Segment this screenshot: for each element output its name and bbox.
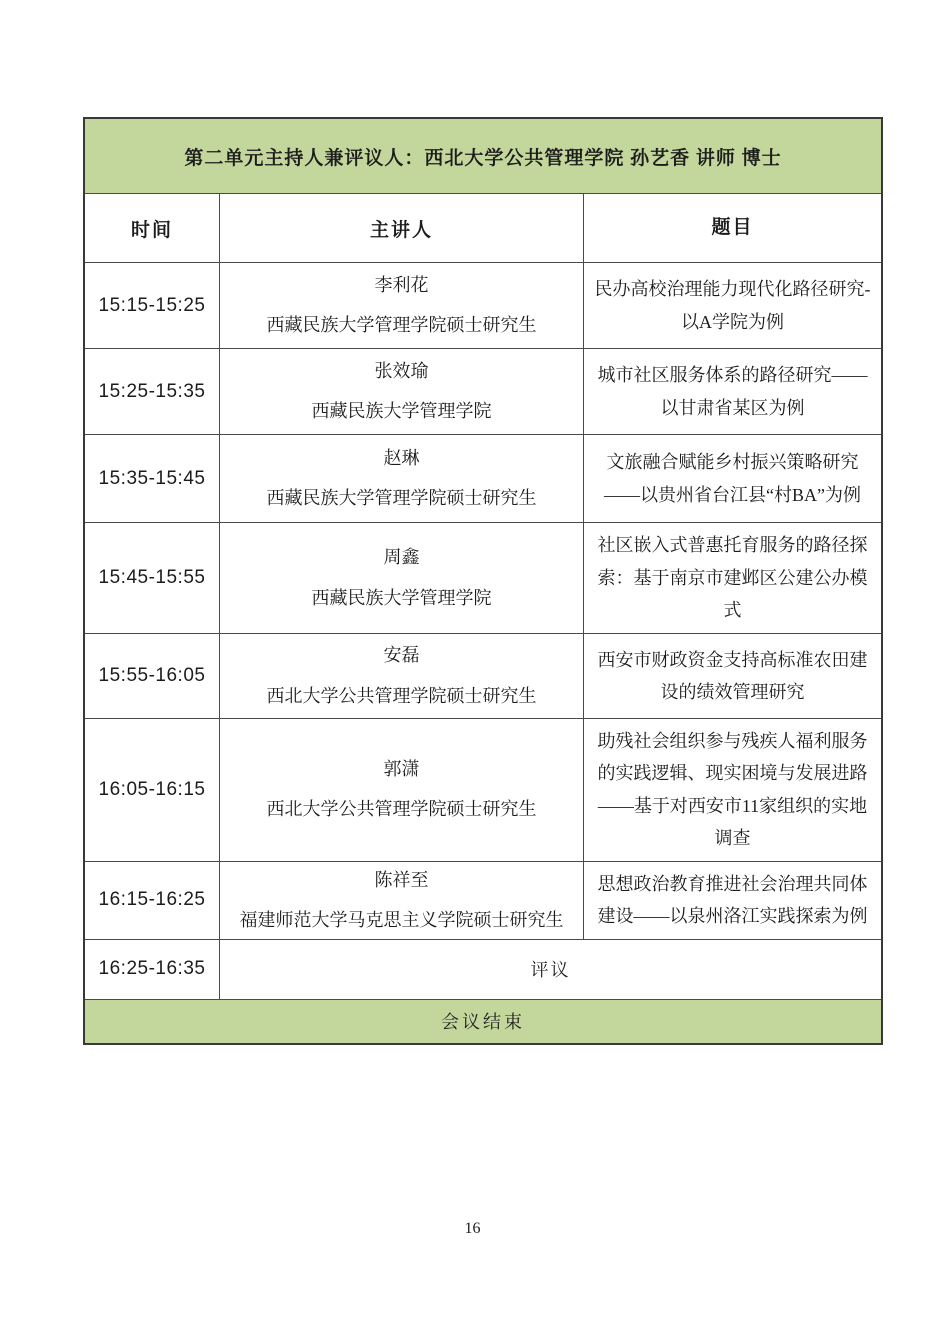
table-row-6 [85, 718, 881, 861]
closing-row [85, 999, 881, 1043]
speaker-affiliation: 西藏民族大学管理学院 [311, 587, 492, 608]
review-row [85, 939, 881, 999]
table-row-7 [85, 861, 881, 939]
table-row-5 [85, 633, 881, 718]
table-row-4 [85, 522, 881, 633]
column-header-time: 时间 [130, 219, 173, 241]
speaker-affiliation: 西北大学公共管理学院硕士研究生 [266, 685, 537, 706]
speaker-name: 周鑫 [383, 547, 420, 568]
table-row-3 [85, 434, 881, 522]
unit-header-row [85, 119, 881, 193]
speaker-cell [219, 719, 583, 861]
time-cell: 16:05-16:15 [98, 778, 206, 800]
column-header-row [85, 193, 881, 262]
unit-header-text: 第二单元主持人兼评议人：西北大学公共管理学院 孙艺香 讲师 博士 [184, 147, 782, 169]
speaker-name: 郭潇 [383, 759, 420, 780]
topic-cell: 西安市财政资金支持高标准农田建设的绩效管理研究 [583, 634, 881, 718]
speaker-name: 李利花 [374, 274, 429, 295]
speaker-affiliation: 西藏民族大学管理学院硕士研究生 [266, 315, 537, 335]
time-cell: 15:55-16:05 [98, 665, 206, 686]
speaker-name: 安磊 [383, 645, 420, 666]
topic-cell: 民办高校治理能力现代化路径研究-以A学院为例 [583, 263, 881, 348]
time-cell: 16:15-16:25 [98, 889, 206, 911]
topic-cell: 社区嵌入式普惠托育服务的路径探索：基于南京市建邺区公建公办模式 [583, 523, 881, 633]
topic-cell: 助残社会组织参与残疾人福利服务的实践逻辑、现实困境与发展进路——基于对西安市11家组织的实地调查 [583, 719, 881, 861]
speaker-cell [219, 523, 583, 633]
page-number: 16 [464, 1220, 481, 1237]
column-header-topic: 题目 [583, 194, 881, 262]
time-cell: 15:25-15:35 [98, 380, 206, 402]
speaker-cell [219, 349, 583, 434]
time-cell: 15:15-15:25 [98, 294, 206, 316]
speaker-affiliation: 西藏民族大学管理学院 [311, 401, 492, 421]
topic-cell: 文旅融合赋能乡村振兴策略研究——以贵州省台江县“村BA”为例 [583, 435, 881, 522]
review-label: 评议 [219, 940, 881, 999]
topic-cell: 思想政治教育推进社会治理共同体建设——以泉州洛江实践探索为例 [583, 862, 881, 939]
speaker-affiliation: 西藏民族大学管理学院硕士研究生 [266, 488, 537, 508]
speaker-cell [219, 263, 583, 348]
speaker-cell [219, 862, 583, 939]
column-header-speaker: 主讲人 [219, 194, 583, 262]
speaker-cell [219, 634, 583, 718]
speaker-name: 赵琳 [383, 447, 420, 468]
time-cell: 15:35-15:45 [98, 467, 206, 489]
table-row-2 [85, 348, 881, 434]
topic-cell: 城市社区服务体系的路径研究——以甘肃省某区为例 [583, 349, 881, 434]
closing-text: 会议结束 [441, 1012, 525, 1033]
speaker-cell [219, 435, 583, 522]
speaker-name: 张效瑜 [374, 360, 429, 381]
time-cell: 15:45-15:55 [98, 567, 206, 588]
table-row-1 [85, 262, 881, 348]
speaker-name: 陈祥至 [374, 869, 429, 890]
session-schedule-table [83, 117, 883, 1045]
speaker-affiliation: 西北大学公共管理学院硕士研究生 [266, 799, 537, 820]
speaker-affiliation: 福建师范大学马克思主义学院硕士研究生 [239, 909, 564, 930]
time-cell: 16:25-16:35 [98, 958, 206, 980]
